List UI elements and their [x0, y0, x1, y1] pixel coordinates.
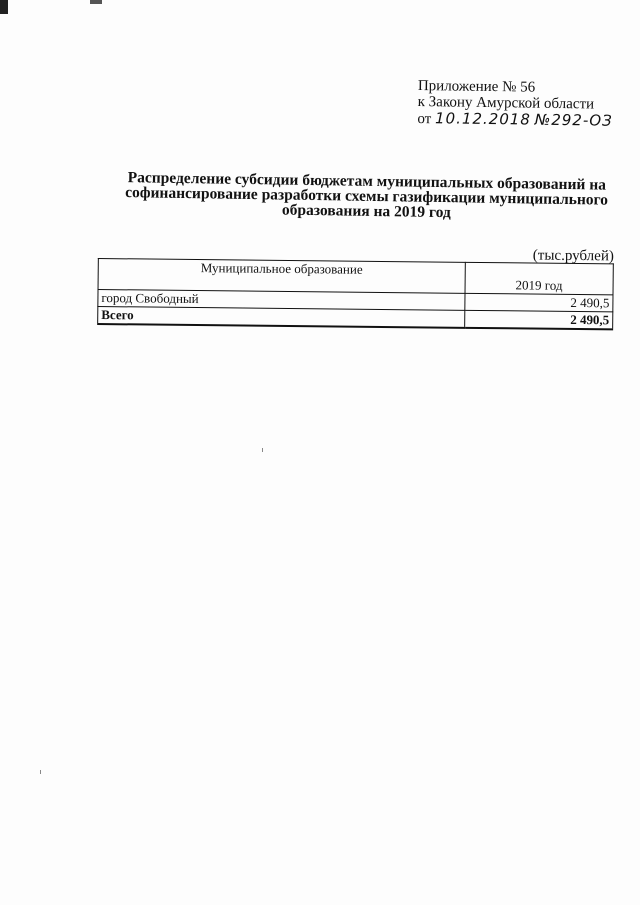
subsidy-table-block	[97, 244, 616, 330]
subsidy-table	[97, 258, 614, 330]
appendix-number: Приложение № 56	[417, 78, 536, 96]
column-header-municipality: Муниципальное образование	[98, 259, 465, 294]
appendix-header	[417, 78, 613, 130]
scan-speck	[40, 770, 41, 774]
row-value: 2 490,5	[465, 293, 613, 312]
document-title: Распределение субсидии бюджетам муниципальных образований на софинансирование разработки схемы газификации муниципального образования на 2019 год	[125, 169, 609, 222]
row-municipality-name: город Свободный	[98, 290, 465, 311]
date-prefix: от	[417, 110, 432, 128]
appendix-law-reference: к Закону Амурской области	[417, 93, 595, 113]
total-value: 2 490,5	[465, 310, 613, 329]
handwritten-date: 10.12.2018	[434, 109, 532, 129]
appendix-date-line	[417, 110, 613, 130]
column-header-year: 2019 год	[465, 262, 613, 295]
table-unit-label: (тыс.рублей)	[532, 247, 614, 265]
scan-speck	[262, 448, 263, 452]
handwritten-number: №292-ОЗ	[534, 110, 613, 130]
total-label: Всего	[98, 307, 465, 328]
